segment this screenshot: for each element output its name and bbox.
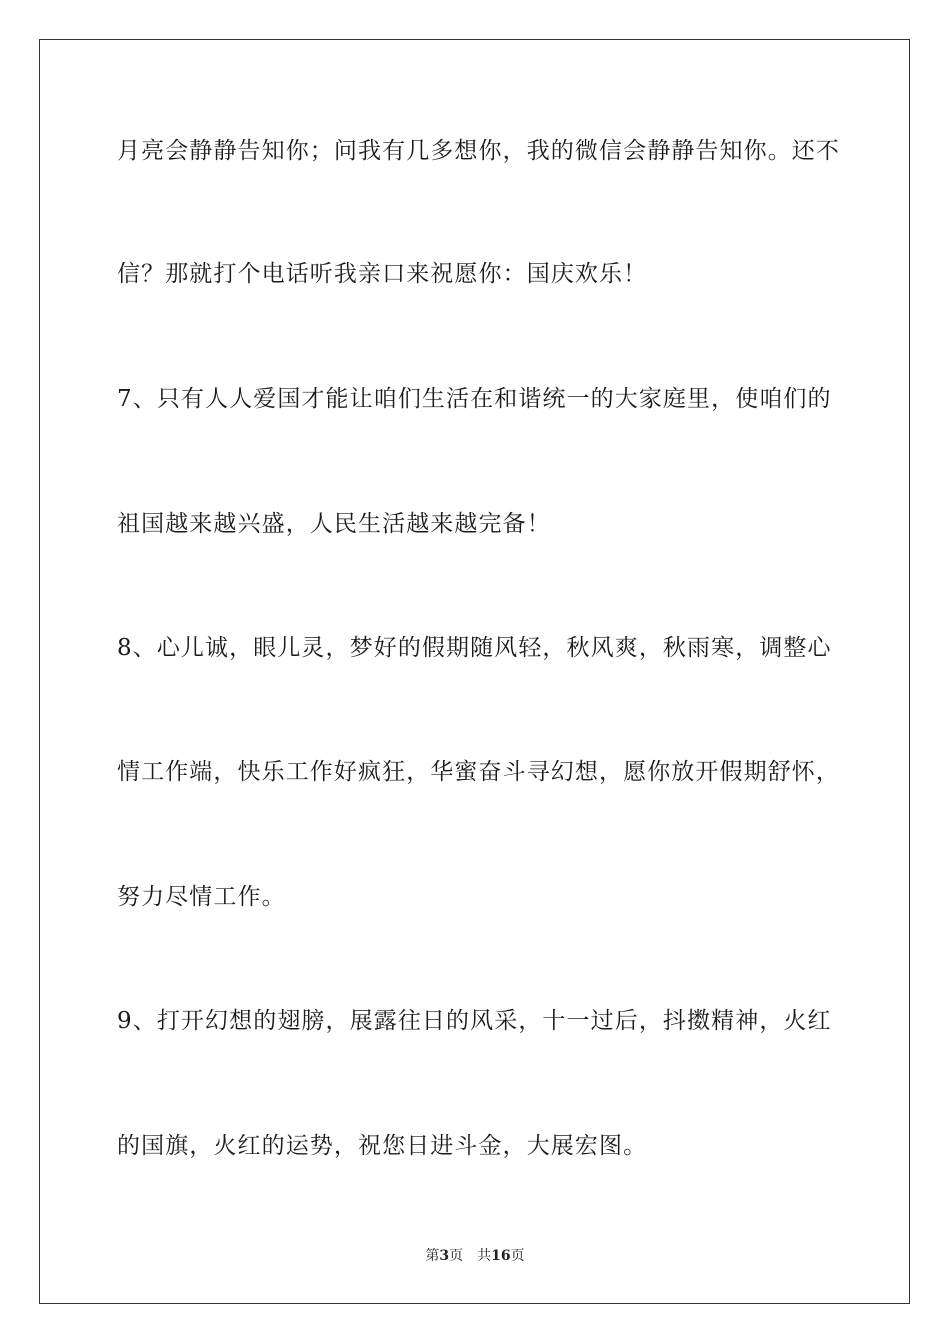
total-pages: 16 — [491, 1248, 511, 1264]
body-text-line: 7、只有人人爱国才能让咱们生活在和谐统一的大家庭里，使咱们的 — [117, 386, 832, 412]
body-text-line: 月亮会静静告知你；问我有几多想你，我的微信会静静告知你。还不 — [117, 138, 840, 164]
page-border — [39, 39, 910, 1304]
total-pages-prefix: 共 — [477, 1248, 492, 1264]
body-text-line: 9、打开幻想的翅膀，展露往日的风采，十一过后，抖擞精神，火红 — [117, 1008, 832, 1034]
page-number-suffix: 页 — [449, 1248, 464, 1264]
body-text-line: 努力尽情工作。 — [117, 884, 286, 910]
body-text-line: 情工作端，快乐工作好疯狂，华蜜奋斗寻幻想，愿你放开假期舒怀， — [117, 759, 840, 785]
page-number: 3 — [439, 1248, 450, 1264]
body-text-line: 的国旗，火红的运势，祝您日进斗金，大展宏图。 — [117, 1133, 648, 1159]
total-pages-suffix: 页 — [510, 1248, 525, 1264]
body-text-line: 祖国越来越兴盛，人民生活越来越完备！ — [117, 511, 551, 537]
page-number-prefix: 第 — [425, 1248, 440, 1264]
body-text-line: 8、心儿诚，眼儿灵，梦好的假期随风轻，秋风爽，秋雨寒，调整心 — [117, 635, 832, 661]
body-text-line: 信？那就打个电话听我亲口来祝愿你：国庆欢乐！ — [117, 261, 648, 287]
page-footer — [0, 1247, 950, 1265]
